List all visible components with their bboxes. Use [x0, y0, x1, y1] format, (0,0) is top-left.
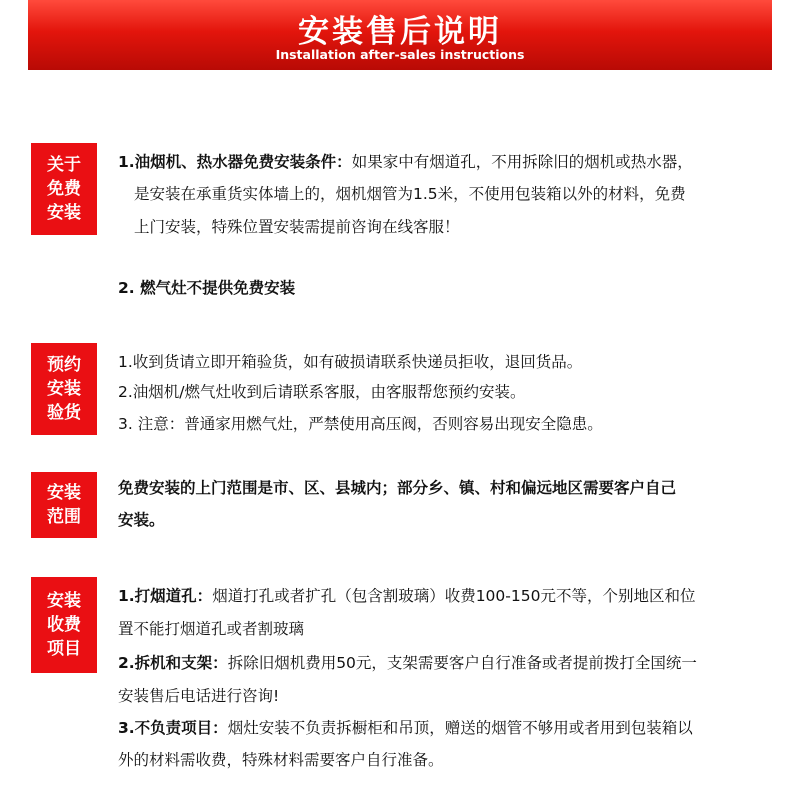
appointment-line-2: 2.油烟机/燃气灶收到后请联系客服，由客服帮您预约安装。 [118, 383, 526, 401]
fees-item-2-line2: 安装售后电话进行咨询! [118, 687, 280, 705]
tag-fees-label: 安装 收费 项目 [47, 591, 81, 659]
fees-item-3-text: 烟灶安装不负责拆橱柜和吊顶，赠送的烟管不够用或者用到包装箱以 [227, 719, 693, 737]
tag-appointment [31, 343, 97, 435]
fees-item-2-label: 2.拆机和支架： [118, 654, 228, 672]
tag-free-install-label: 关于 免费 安装 [47, 155, 81, 223]
fees-item-1-label: 1.打烟道孔： [118, 587, 213, 605]
page-title: 安装售后说明 [298, 14, 502, 50]
fees-item-1 [118, 584, 695, 606]
free-install-item-1-line2: 是安装在承重货实体墙上的，烟机烟管为1.5米，不使用包装箱以外的材料，免费 [134, 185, 686, 203]
free-install-item-1-line3: 上门安装，特殊位置安装需提前咨询在线客服！ [134, 218, 460, 236]
free-install-item-2: 2. 燃气灶不提供免费安装 [118, 279, 296, 297]
appointment-line-1: 1.收到货请立即开箱验货，如有破损请联系快递员拒收，退回货品。 [118, 353, 583, 371]
free-install-item-1-text: 如果家中有烟道孔，不用拆除旧的烟机或热水器， [351, 153, 693, 171]
fees-item-3-line2: 外的材料需收费，特殊材料需要客户自行准备。 [118, 751, 444, 769]
fees-item-1-line2: 置不能打烟道孔或者割玻璃 [118, 620, 305, 638]
fees-item-3-label: 3.不负责项目： [118, 719, 228, 737]
appointment-line-3: 3. 注意：普通家用燃气灶，严禁使用高压阀，否则容易出现安全隐患。 [118, 415, 603, 433]
page-subtitle: Installation after-sales instructions [275, 47, 525, 62]
tag-scope-label: 安装 范围 [47, 483, 81, 527]
tag-scope [31, 472, 97, 538]
tag-fees [31, 577, 97, 673]
header-banner [28, 0, 772, 70]
scope-line-1: 免费安装的上门范围是市、区、县城内；部分乡、镇、村和偏远地区需要客户自己 [118, 479, 677, 497]
free-install-item-1-label: 1.油烟机、热水器免费安装条件： [118, 153, 352, 171]
fees-item-2 [118, 651, 697, 673]
fees-item-1-text: 烟道打孔或者扩孔（包含割玻璃）收费100-150元不等，个别地区和位 [212, 587, 696, 605]
scope-line-2: 安装。 [118, 511, 165, 529]
free-install-item-1 [118, 150, 693, 172]
fees-item-3 [118, 716, 693, 738]
tag-appointment-label: 预约 安装 验货 [47, 355, 81, 423]
fees-item-2-text: 拆除旧烟机费用50元，支架需要客户自行准备或者提前拨打全国统一 [227, 654, 697, 672]
tag-free-install [31, 143, 97, 235]
